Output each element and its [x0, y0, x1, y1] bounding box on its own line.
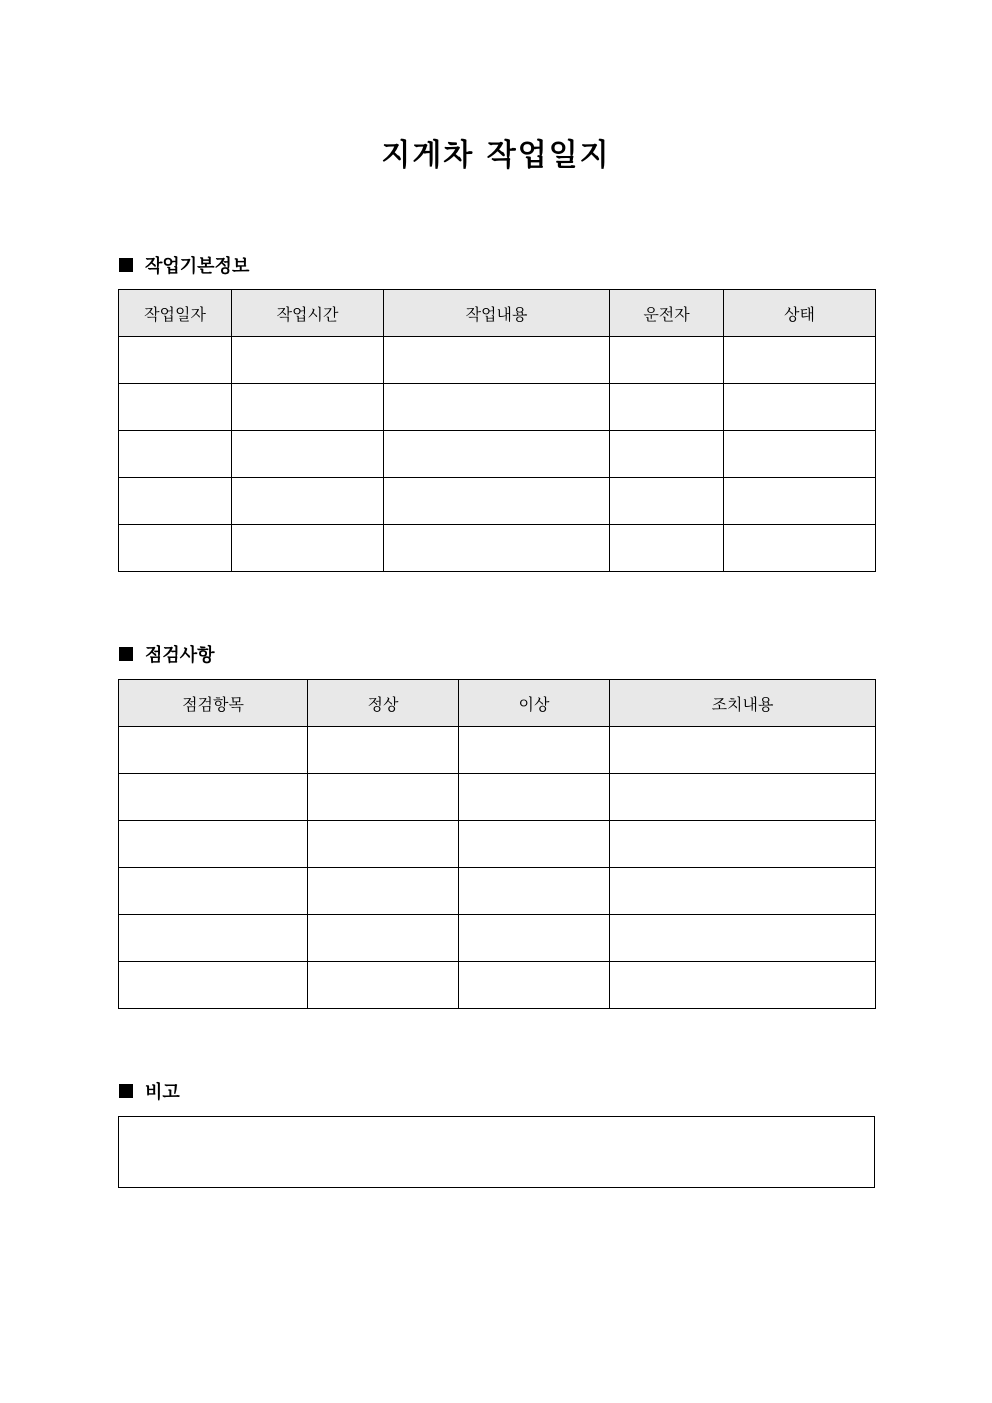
cell-inspection-item[interactable]: [119, 915, 308, 962]
cell-status[interactable]: [724, 431, 876, 478]
cell-inspection-item[interactable]: [119, 821, 308, 868]
table-row: [119, 868, 876, 915]
cell-inspection-item[interactable]: [119, 868, 308, 915]
cell-work-time[interactable]: [232, 525, 384, 572]
cell-status[interactable]: [724, 384, 876, 431]
cell-work-date[interactable]: [119, 384, 232, 431]
cell-work-time[interactable]: [232, 431, 384, 478]
inspection-table: [118, 679, 876, 1009]
cell-work-time[interactable]: [232, 337, 384, 384]
cell-abnormal[interactable]: [459, 774, 610, 821]
section-heading-inspection: [119, 642, 215, 666]
cell-status[interactable]: [724, 525, 876, 572]
cell-work-content[interactable]: [384, 337, 610, 384]
cell-work-content[interactable]: [384, 431, 610, 478]
black-square-icon: [119, 647, 133, 661]
page-title: 지게차 작업일지: [381, 138, 611, 173]
cell-normal[interactable]: [308, 821, 459, 868]
cell-driver[interactable]: [610, 337, 724, 384]
cell-normal[interactable]: [308, 962, 459, 1009]
cell-status[interactable]: [724, 337, 876, 384]
column-header-work-content: 작업내용: [384, 290, 610, 337]
section-heading-label: 비고: [145, 1082, 180, 1103]
column-header-abnormal: 이상: [459, 680, 610, 727]
column-header-work-time: 작업시간: [232, 290, 384, 337]
section-heading-label: 작업기본정보: [145, 256, 250, 277]
cell-work-date[interactable]: [119, 525, 232, 572]
table-row: [119, 821, 876, 868]
cell-inspection-item[interactable]: [119, 962, 308, 1009]
cell-action-taken[interactable]: [610, 821, 876, 868]
cell-work-content[interactable]: [384, 384, 610, 431]
cell-driver[interactable]: [610, 478, 724, 525]
table-row: [119, 384, 876, 431]
cell-abnormal[interactable]: [459, 962, 610, 1009]
table-row: [119, 727, 876, 774]
column-header-normal: 정상: [308, 680, 459, 727]
cell-normal[interactable]: [308, 727, 459, 774]
cell-work-date[interactable]: [119, 431, 232, 478]
table-row: [119, 774, 876, 821]
section-heading-work-info: [119, 253, 249, 277]
column-header-action-taken: 조치내용: [610, 680, 876, 727]
cell-abnormal[interactable]: [459, 915, 610, 962]
cell-action-taken[interactable]: [610, 727, 876, 774]
cell-driver[interactable]: [610, 525, 724, 572]
work-info-table: [118, 289, 876, 572]
remarks-box[interactable]: [118, 1116, 875, 1188]
cell-normal[interactable]: [308, 915, 459, 962]
cell-normal[interactable]: [308, 774, 459, 821]
table-row: [119, 478, 876, 525]
table-row: [119, 962, 876, 1009]
table-header-row: [119, 680, 876, 727]
black-square-icon: [119, 258, 133, 272]
table-row: [119, 915, 876, 962]
column-header-status: 상태: [724, 290, 876, 337]
cell-work-date[interactable]: [119, 478, 232, 525]
cell-work-content[interactable]: [384, 525, 610, 572]
cell-normal[interactable]: [308, 868, 459, 915]
column-header-inspection-item: 점검항목: [119, 680, 308, 727]
cell-action-taken[interactable]: [610, 774, 876, 821]
cell-action-taken[interactable]: [610, 868, 876, 915]
cell-abnormal[interactable]: [459, 868, 610, 915]
cell-work-time[interactable]: [232, 384, 384, 431]
cell-abnormal[interactable]: [459, 821, 610, 868]
table-row: [119, 431, 876, 478]
cell-status[interactable]: [724, 478, 876, 525]
cell-action-taken[interactable]: [610, 962, 876, 1009]
table-header-row: [119, 290, 876, 337]
column-header-driver: 운전자: [610, 290, 724, 337]
cell-inspection-item[interactable]: [119, 774, 308, 821]
black-square-icon: [119, 1084, 133, 1098]
cell-work-content[interactable]: [384, 478, 610, 525]
table-row: [119, 525, 876, 572]
section-heading-remarks: [119, 1079, 180, 1103]
cell-inspection-item[interactable]: [119, 727, 308, 774]
cell-driver[interactable]: [610, 384, 724, 431]
section-heading-label: 점검사항: [145, 645, 215, 666]
cell-work-date[interactable]: [119, 337, 232, 384]
column-header-work-date: 작업일자: [119, 290, 232, 337]
table-row: [119, 337, 876, 384]
cell-work-time[interactable]: [232, 478, 384, 525]
cell-driver[interactable]: [610, 431, 724, 478]
cell-abnormal[interactable]: [459, 727, 610, 774]
cell-action-taken[interactable]: [610, 915, 876, 962]
